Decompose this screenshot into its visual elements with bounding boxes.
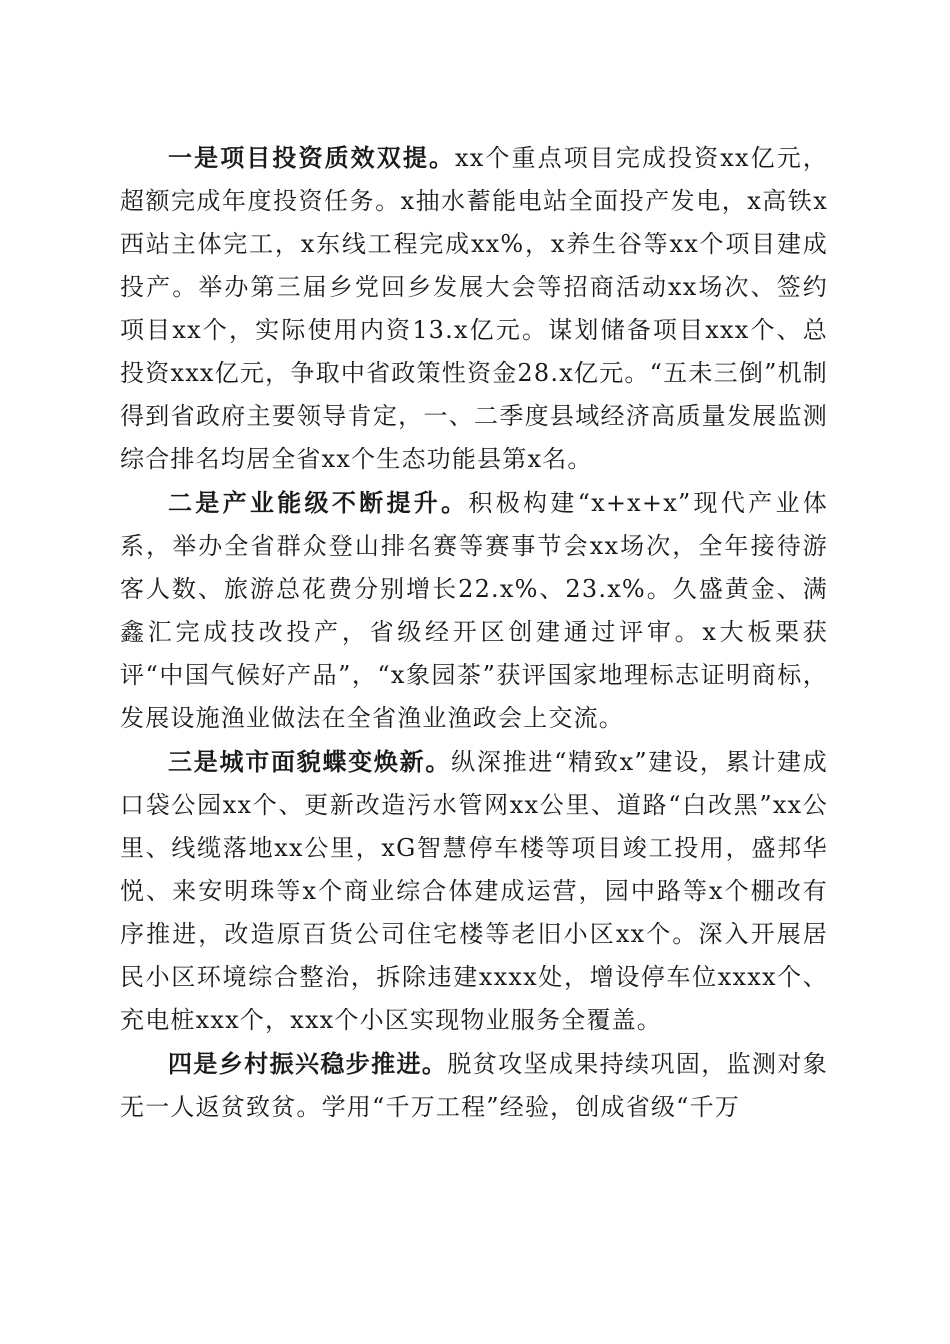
paragraph-industry-upgrade: [120, 481, 828, 740]
paragraph-city-renewal: [120, 740, 828, 1042]
paragraph-heading: 三是城市面貌蝶变焕新。: [168, 747, 452, 776]
paragraph-rural-revitalization: [120, 1042, 828, 1129]
paragraph-text: xx个重点项目完成投资xx亿元，超额完成年度投资任务。x抽水蓄能电站全面投产发电，x高铁x西站主体完工，x东线工程完成xx%，x养生谷等xx个项目建成投产。举办第三届乡党回乡发展大会等招商活动xx场次、签约项目xx个，实际使用内资13.x亿元。谋划储备项目xxx个、总投资xxx亿元，争取中省政策性资金28.x亿元。“五未三倒”机制得到省政府主要领导肯定，一、二季度县域经济高质量发展监测综合排名均居全省xx个生态功能县第x名。: [120, 144, 829, 473]
paragraph-text: 纵深推进“精致x”建设，累计建成口袋公园xx个、更新改造污水管网xx公里、道路“白改黑”xx公里、线缆落地xx公里，xG智慧停车楼等项目竣工投用，盛邦华悦、来安明珠等x个商业综合体建成运营，园中路等x个棚改有序推进，改造原百货公司住宅楼等老旧小区xx个。深入开展居民小区环境综合整治，拆除违建xxxx处，增设停车位xxxx个、充电桩xxx个，xxx个小区实现物业服务全覆盖。: [120, 748, 828, 1034]
paragraph-text: 积极构建“x+x+x”现代产业体系，举办全省群众登山排名赛等赛事节会xx场次，全年接待游客人数、旅游总花费分别增长22.x%、23.x%。久盛黄金、满鑫汇完成技改投产，省级经开区创建通过评审。x大板栗获评“中国气候好产品”，“x象园茶”获评国家地理标志证明商标，发展设施渔业做法在全省渔业渔政会上交流。: [120, 489, 828, 732]
paragraph-heading: 四是乡村振兴稳步推进。: [168, 1049, 448, 1078]
paragraph-heading: 二是产业能级不断提升。: [168, 488, 469, 517]
document-body: [120, 136, 828, 1129]
paragraph-project-investment: [120, 136, 828, 481]
paragraph-text: 脱贫攻坚成果持续巩固，监测对象无一人返贫致贫。学用“千万工程”经验，创成省级“千万: [120, 1050, 828, 1121]
paragraph-heading: 一是项目投资质效双提。: [168, 143, 456, 172]
